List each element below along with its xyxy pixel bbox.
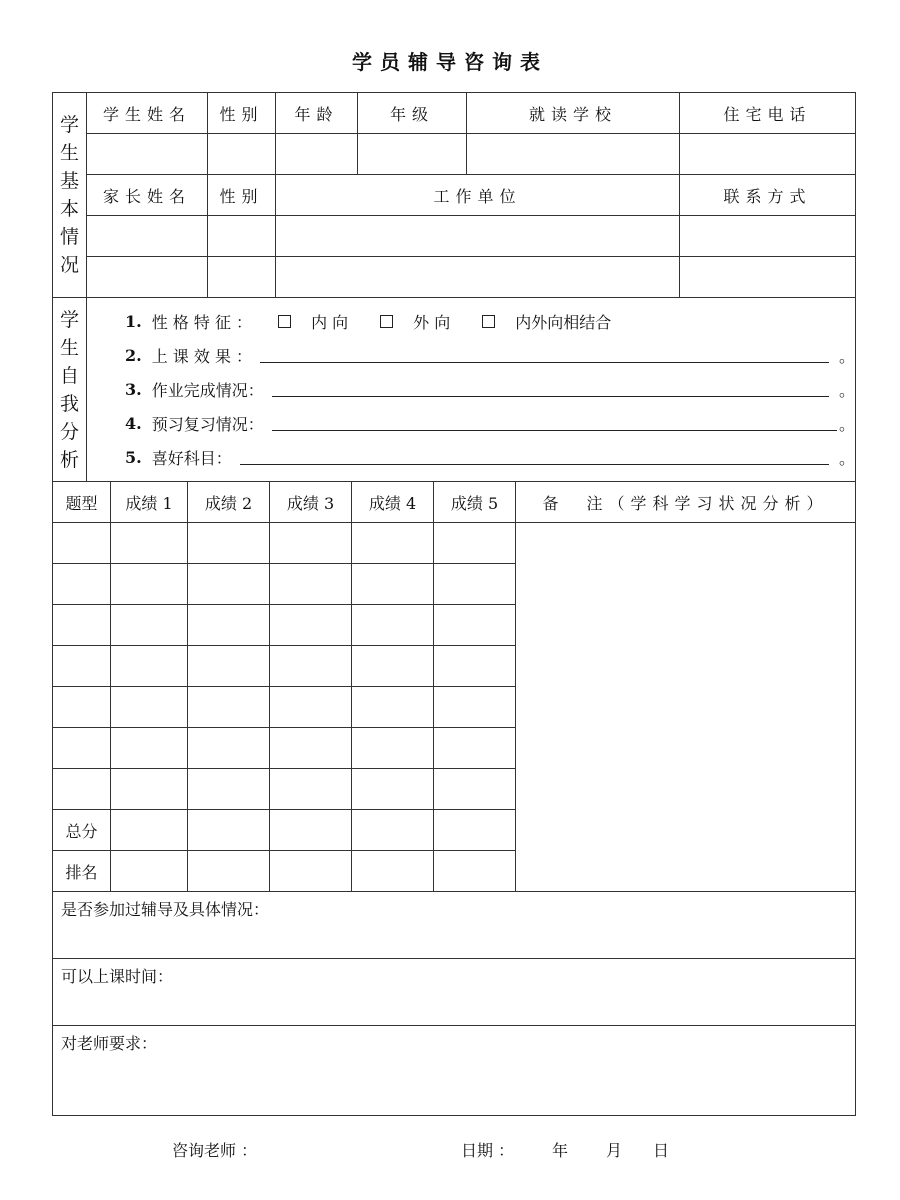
teacher-requirements-label: 对老师要求： [61,1034,158,1053]
score-cell[interactable] [270,564,352,605]
self-analysis-content [87,298,856,482]
checkbox-icon[interactable] [380,315,393,328]
age-field[interactable] [276,134,358,175]
favorite-row: 5. 喜好科目： 。 [125,447,855,468]
score-cell[interactable] [434,523,516,564]
homework-label: 作业完成情况： [151,380,264,400]
score-cell[interactable] [53,728,111,769]
work-unit-field[interactable] [276,216,680,257]
score-cell[interactable] [434,564,516,605]
score-cell[interactable] [53,605,111,646]
contact-field[interactable] [680,216,856,257]
teacher-requirements-field[interactable] [53,1026,856,1116]
student-name-field[interactable] [87,134,208,175]
score-cell[interactable] [434,851,516,892]
work-unit-field[interactable] [276,257,680,298]
score-cell[interactable] [352,605,434,646]
score-cell[interactable] [270,810,352,851]
score-3-header: 成绩 3 [270,482,352,523]
score-cell[interactable] [270,728,352,769]
score-cell[interactable] [270,851,352,892]
preview-field[interactable] [272,416,837,431]
table-row [53,523,856,564]
score-cell[interactable] [270,523,352,564]
total-label: 总分 [53,810,111,851]
basic-info-table [52,92,856,298]
self-analysis-table [52,297,856,482]
score-cell[interactable] [53,687,111,728]
parent-name-field[interactable] [87,257,208,298]
homework-field[interactable] [272,382,829,397]
personality-row: 1. 性 格 特 征 ： 内 向 外 向 内外向相结合 [125,311,612,332]
score-cell[interactable] [188,605,270,646]
school-header: 就读学校 [467,93,680,134]
score-cell[interactable] [188,523,270,564]
score-4-header: 成绩 4 [352,482,434,523]
score-cell[interactable] [111,687,188,728]
tutoring-history-field[interactable] [53,892,856,959]
month-label: 月 [606,1141,623,1160]
type-header: 题型 [53,482,111,523]
checkbox-icon[interactable] [278,315,291,328]
parent-name-field[interactable] [87,216,208,257]
remark-header: 备 注（学科学习状况分析） [516,482,856,523]
score-cell[interactable] [111,728,188,769]
grade-header: 年级 [358,93,467,134]
score-2-header: 成绩 2 [188,482,270,523]
score-cell[interactable] [434,605,516,646]
score-cell[interactable] [111,523,188,564]
tutoring-history-label: 是否参加过辅导及具体情况： [61,900,270,919]
score-cell[interactable] [270,769,352,810]
score-cell[interactable] [53,646,111,687]
parent-gender-header: 性别 [208,175,276,216]
score-cell[interactable] [111,605,188,646]
score-cell[interactable] [188,851,270,892]
score-cell[interactable] [434,687,516,728]
score-cell[interactable] [111,851,188,892]
homework-row: 3. 作业完成情况： 。 [125,379,855,400]
score-cell[interactable] [188,646,270,687]
score-1-header: 成绩 1 [111,482,188,523]
score-cell[interactable] [352,851,434,892]
school-field[interactable] [467,134,680,175]
rank-label: 排名 [53,851,111,892]
score-cell[interactable] [53,564,111,605]
score-cell[interactable] [111,646,188,687]
date-label: 日期 ： [461,1141,515,1160]
score-cell[interactable] [434,769,516,810]
gender-field[interactable] [208,134,276,175]
score-cell[interactable] [270,646,352,687]
lesson-effect-field[interactable] [260,348,829,363]
score-cell[interactable] [434,728,516,769]
basic-info-side-label: 学 生 基 本 情 况 [53,93,87,298]
parent-gender-field[interactable] [208,216,276,257]
score-cell[interactable] [111,769,188,810]
score-cell[interactable] [352,564,434,605]
favorite-label: 喜好科目： [151,448,232,468]
score-cell[interactable] [188,810,270,851]
score-cell[interactable] [352,810,434,851]
score-cell[interactable] [352,523,434,564]
score-cell[interactable] [352,728,434,769]
checkbox-icon[interactable] [482,315,495,328]
favorite-field[interactable] [240,450,829,465]
scores-table [52,481,856,892]
score-cell[interactable] [434,646,516,687]
remark-field[interactable] [516,523,856,892]
student-name-header: 学生姓名 [87,93,208,134]
home-phone-header: 住宅电话 [680,93,856,134]
extrovert-option[interactable]: 外 向 [380,310,450,333]
preview-row: 4. 预习复习情况： 。 [125,413,855,434]
home-phone-field[interactable] [680,134,856,175]
personality-label: 性 格 特 征 ： [151,312,253,332]
day-label: 日 [653,1141,670,1160]
year-label: 年 [552,1141,569,1160]
score-cell[interactable] [188,564,270,605]
lesson-effect-row: 2. 上 课 效 果 ： 。 [125,345,855,366]
lesson-effect-label: 上 课 效 果 ： [151,346,253,366]
score-cell[interactable] [53,523,111,564]
class-time-field[interactable] [53,959,856,1026]
notes-table [52,891,856,1116]
score-cell[interactable] [111,810,188,851]
score-cell[interactable] [270,687,352,728]
score-cell[interactable] [188,769,270,810]
consultant-label: 咨询老师 ： [172,1141,258,1160]
parent-name-header: 家长姓名 [87,175,208,216]
score-cell[interactable] [352,687,434,728]
grade-field[interactable] [358,134,467,175]
score-cell[interactable] [188,728,270,769]
class-time-label: 可以上课时间： [61,967,174,986]
contact-header: 联系方式 [680,175,856,216]
score-cell[interactable] [434,810,516,851]
mixed-option[interactable]: 内外向相结合 [482,310,611,333]
score-cell[interactable] [352,646,434,687]
score-5-header: 成绩 5 [434,482,516,523]
score-cell[interactable] [53,769,111,810]
gender-header: 性别 [208,93,276,134]
age-header: 年龄 [276,93,358,134]
contact-field[interactable] [680,257,856,298]
work-unit-header: 工作单位 [276,175,680,216]
score-cell[interactable] [270,605,352,646]
score-cell[interactable] [111,564,188,605]
score-cell[interactable] [188,687,270,728]
introvert-option[interactable]: 内 向 [278,310,348,333]
self-analysis-side-label: 学 生 自 我 分 析 [53,298,87,482]
form-title: 学员辅导咨询表 [352,50,548,74]
parent-gender-field[interactable] [208,257,276,298]
score-cell[interactable] [352,769,434,810]
preview-label: 预习复习情况： [151,414,264,434]
